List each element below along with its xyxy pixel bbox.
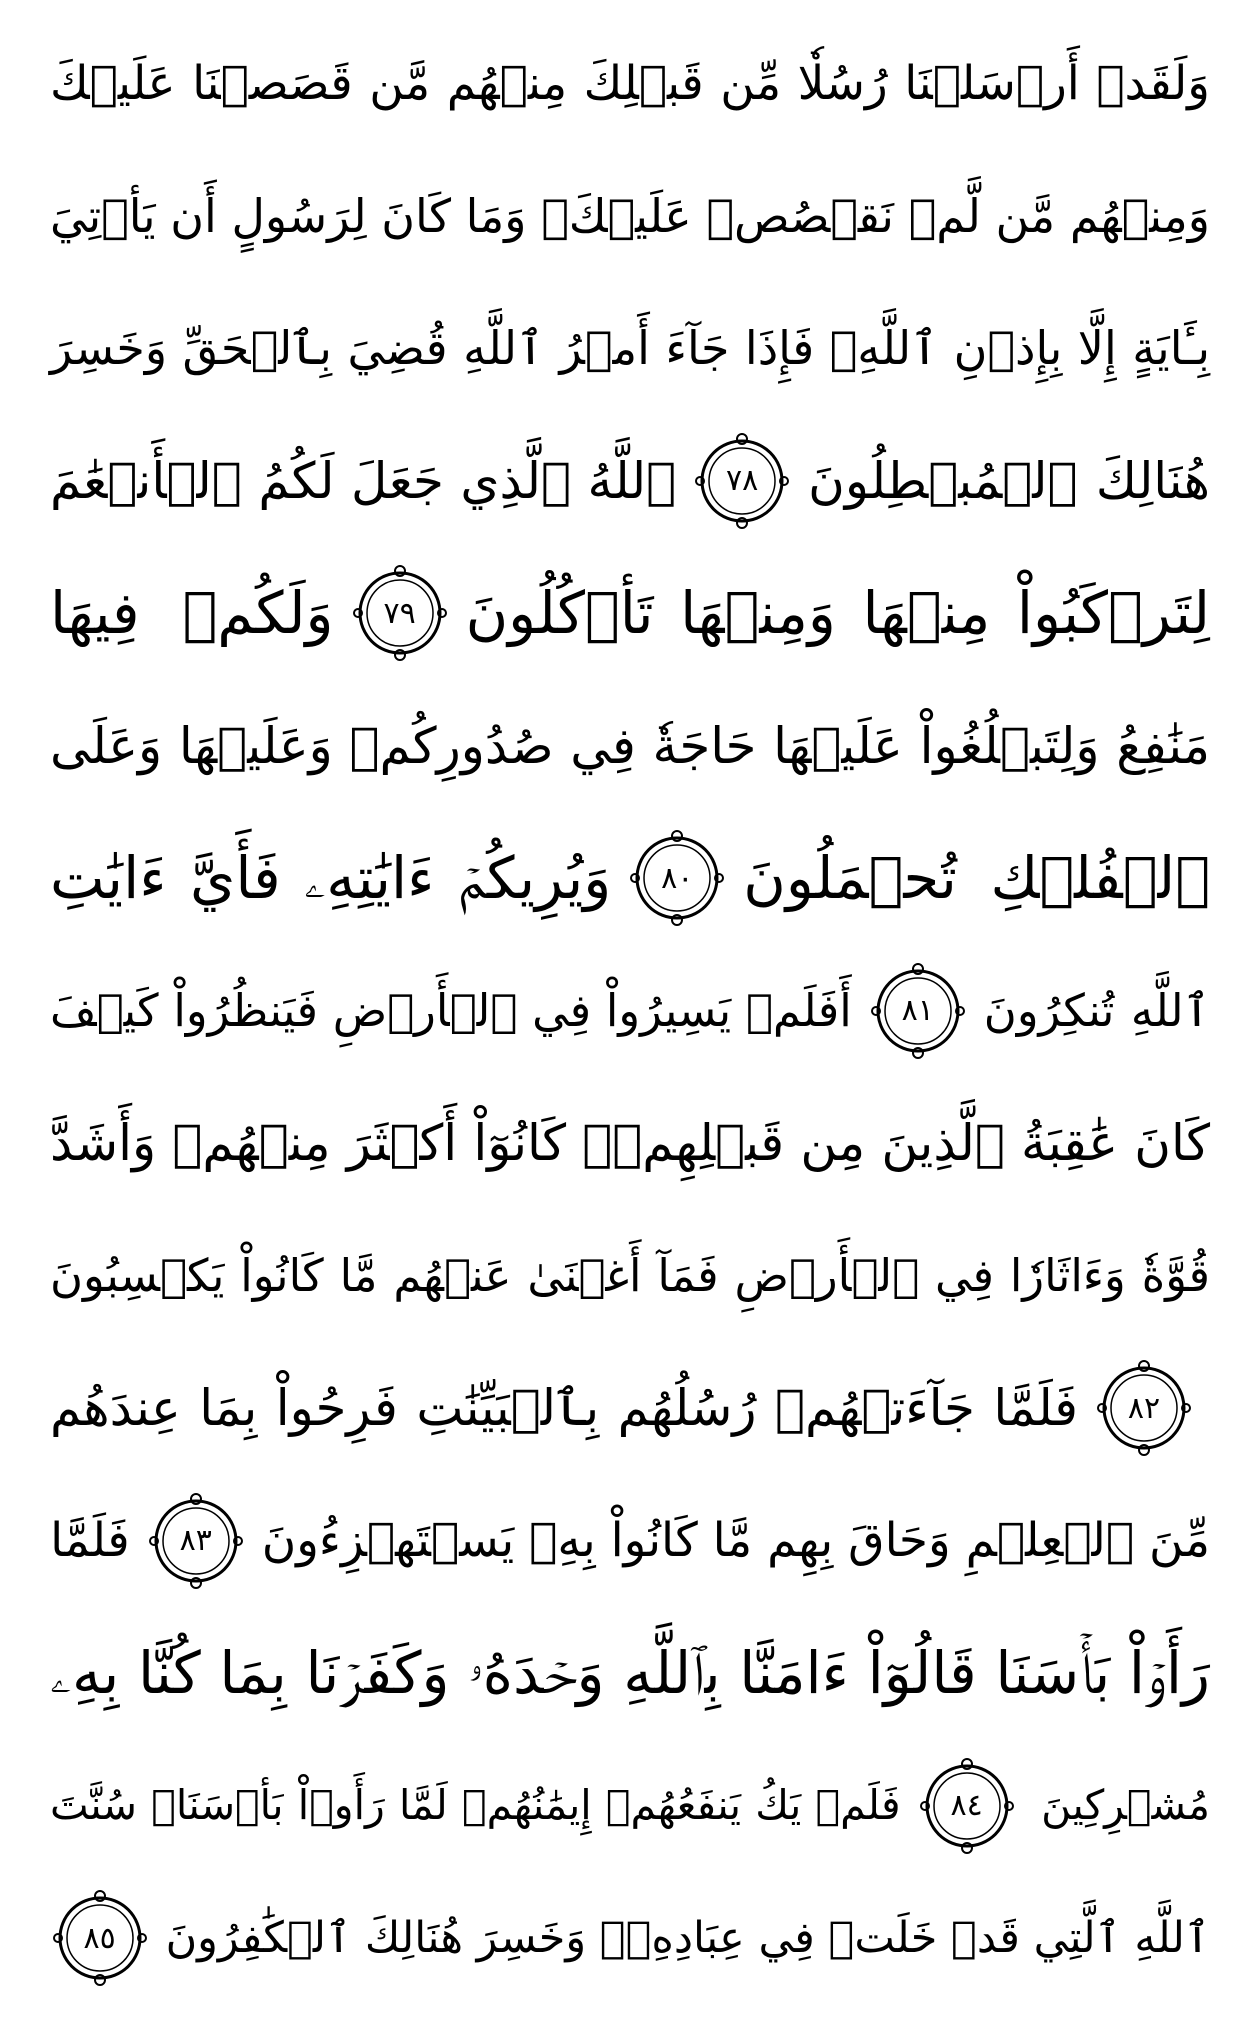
line-text: ٱلۡفُلۡكِ تُحۡمَلُونَ — [743, 844, 1210, 912]
text-line — [50, 1084, 1210, 1202]
line-text: وَلَكُمۡ فِيهَا — [49, 579, 334, 647]
line-text: مِّنَ ٱلۡعِلۡمِ وَحَاقَ بِهِم مَّا كَانُواْ بِهِۦ يَسۡتَهۡزِءُونَ — [261, 1513, 1210, 1568]
text-line — [50, 1482, 1210, 1600]
line-text: رَأَوۡاْ بَأۡسَنَا قَالُوٓاْ ءَامَنَّا بِٱللَّهِ وَحۡدَهُۥ وَكَفَرۡنَا بِمَا كُنَّا بِهِۦ — [50, 1639, 1210, 1707]
text-line — [50, 1217, 1210, 1335]
verse-number-marker — [870, 963, 966, 1059]
verse-number: ٧٩ — [383, 595, 416, 631]
text-line — [50, 289, 1210, 407]
line-text: ٱللَّهِ تُنكِرُونَ — [983, 984, 1210, 1037]
line-text: بِـَٔايَةٍ إِلَّا بِإِذۡنِ ٱللَّهِۚ فَإِذَا جَآءَ أَمۡرُ ٱللَّهِ قُضِيَ بِٱلۡحَقِّ وَخَسِرَ — [50, 321, 1210, 375]
text-line — [50, 1614, 1210, 1732]
verse-number-marker — [352, 565, 448, 661]
line-text: كَانَ عَٰقِبَةُ ٱلَّذِينَ مِن قَبۡلِهِمۡۚ كَانُوٓاْ أَكۡثَرَ مِنۡهُمۡ وَأَشَدَّ — [50, 1114, 1210, 1172]
line-text: هُنَالِكَ ٱلۡمُبۡطِلُونَ — [808, 451, 1210, 510]
verse-number-marker — [694, 433, 790, 529]
text-line — [50, 687, 1210, 805]
text-line — [50, 422, 1210, 540]
text-line — [50, 24, 1210, 142]
verse-number-marker — [919, 1758, 1015, 1854]
text-line — [50, 157, 1210, 275]
line-text: مُشۡرِكِينَ — [1041, 1781, 1210, 1829]
verse-number: ٨٤ — [950, 1788, 983, 1823]
verse-number-marker — [52, 1890, 148, 1986]
verse-number-marker — [148, 1493, 244, 1589]
verse-number: ٨٠ — [661, 860, 694, 896]
verse-number: ٨٢ — [1127, 1390, 1161, 1426]
line-text: وَلَقَدۡ أَرۡسَلۡنَا رُسُلٗا مِّن قَبۡلِكَ مِنۡهُم مَّن قَصَصۡنَا عَلَيۡكَ — [50, 55, 1210, 111]
text-line — [50, 1349, 1210, 1467]
text-line — [50, 952, 1210, 1070]
verse-number: ٨١ — [901, 993, 934, 1028]
text-line — [50, 554, 1210, 672]
line-text: أَفَلَمۡ يَسِيرُواْ فِي ٱلۡأَرۡضِ فَيَنظُرُواْ كَيۡفَ — [50, 984, 852, 1037]
line-text: مَنَٰفِعُ وَلِتَبۡلُغُواْ عَلَيۡهَا حَاجَةٗ فِي صُدُورِكُمۡ وَعَلَيۡهَا وَعَلَى — [50, 716, 1210, 775]
line-text: ٱللَّهُ ٱلَّذِي جَعَلَ لَكُمُ ٱلۡأَنۡعَٰمَ — [50, 451, 677, 510]
line-text: فَلَمَّا جَآءَتۡهُمۡ رُسُلُهُم بِٱلۡبَيِّنَٰتِ فَرِحُواْ بِمَا عِندَهُم — [50, 1379, 1078, 1437]
text-line — [50, 1879, 1210, 1997]
line-text: وَمِنۡهُم مَّن لَّمۡ نَقۡصُصۡ عَلَيۡكَۗ وَمَا كَانَ لِرَسُولٍ أَن يَأۡتِيَ — [50, 188, 1210, 243]
verse-number-marker — [629, 830, 725, 926]
line-text: فَلَمۡ يَكُ يَنفَعُهُمۡ إِيمَٰنُهُمۡ لَمَّا رَأَوۡاْ بَأۡسَنَاۖ سُنَّتَ — [49, 1781, 901, 1829]
line-text: ٱللَّهِ ٱلَّتِي قَدۡ خَلَتۡ فِي عِبَادِهِۦۖ وَخَسِرَ هُنَالِكَ ٱلۡكَٰفِرُونَ — [165, 1912, 1210, 1963]
line-text: وَيُرِيكُمۡ ءَايَٰتِهِۦ فَأَيَّ ءَايَٰتِ — [49, 844, 612, 912]
text-line — [50, 1747, 1210, 1865]
line-text: فَلَمَّا — [50, 1513, 130, 1568]
verse-number: ٨٥ — [83, 1920, 116, 1956]
line-text: قُوَّةٗ وَءَاثَارٗا فِي ٱلۡأَرۡضِ فَمَآ أَغۡنَىٰ عَنۡهُم مَّا كَانُواْ يَكۡسِبُونَ — [50, 1249, 1210, 1302]
line-text: لِتَرۡكَبُواْ مِنۡهَا وَمِنۡهَا تَأۡكُلُونَ — [465, 579, 1210, 647]
verse-number: ٨٣ — [179, 1523, 212, 1558]
verse-number-marker — [1096, 1360, 1192, 1456]
text-line — [50, 819, 1210, 937]
verse-number: ٧٨ — [726, 463, 759, 498]
